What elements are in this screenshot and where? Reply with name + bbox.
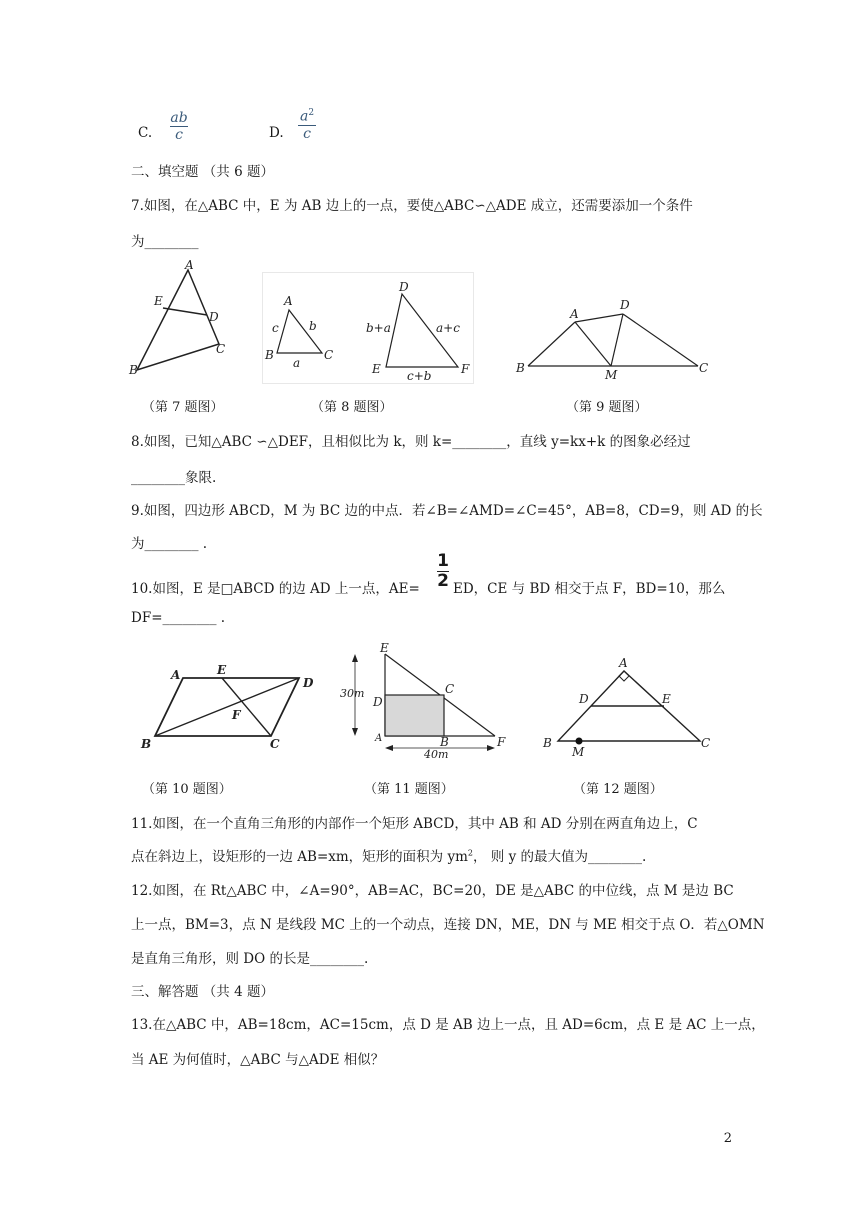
fig10-label-d: D (303, 676, 314, 690)
figure-10 (137, 660, 327, 752)
fig10-label-b: B (141, 737, 152, 751)
q11-unit-exponent: 2 (467, 848, 473, 858)
fig8-label-f: F (461, 362, 470, 376)
fig11-label-d: D (373, 695, 383, 709)
fig9-label-m: M (605, 368, 618, 382)
fig7-label-a: A (185, 258, 194, 272)
fig8-side-ac: a+c (436, 321, 460, 335)
q11-line1: 11.如图，在一个直角三角形的内部作一个矩形 ABCD，其中 AB 和 AD 分别在两直角边上，C (131, 816, 698, 832)
q8-line1: 8.如图，已知△ABC ∽△DEF，且相似比为 k，则 k=________，直线 y=kx+k 的图象必经过 (131, 434, 691, 450)
q11-line2 (131, 845, 646, 865)
fig8-label-c-small: C (324, 348, 334, 362)
fig10-label-f: F (232, 708, 241, 722)
page-number: 2 (723, 1131, 732, 1146)
fig12-label-m: M (572, 745, 585, 757)
figure-9 (512, 292, 712, 382)
q11-line2-part1: 点在斜边上，设矩形的一边 AB=xm，矩形的面积为 ym (131, 849, 468, 865)
fig10-label-e: E (217, 663, 227, 677)
fig8-side-ba: b+a (366, 321, 391, 335)
fig12-label-a: A (619, 656, 628, 670)
fig9-label-a: A (570, 307, 579, 321)
fig8-side-b: b (309, 319, 317, 333)
fig7-label-e: E (154, 294, 163, 308)
q10-fraction-denominator: 2 (437, 571, 449, 591)
fig8-side-c: c (272, 321, 279, 335)
figure-7 (125, 258, 235, 380)
section-3-title: 三、解答题 （共 4 题） (131, 984, 274, 1000)
option-d-numerator: a (299, 108, 309, 125)
fig9-label-d: D (620, 298, 630, 312)
q13-line2: 当 AE 为何值时，△ABC 与△ADE 相似？ (131, 1052, 385, 1068)
fig12-label-c: C (701, 736, 711, 750)
figure-11 (340, 642, 510, 762)
caption-fig9: （第 9 题图） (566, 400, 648, 415)
fig8-label-d: D (399, 280, 409, 294)
fig10-label-c: C (270, 737, 280, 751)
q12-line3: 是直角三角形，则 DO 的长是________. (131, 951, 369, 967)
fig11-label-e: E (380, 642, 389, 655)
option-d-label: D. (269, 125, 284, 141)
option-d-exponent: 2 (308, 108, 315, 118)
fig10-label-a: A (171, 668, 181, 682)
q13-line1: 13.在△ABC 中，AB=18cm，AC=15cm，点 D 是 AB 边上一点，且 AD=6cm，点 E 是 AC 上一点， (131, 1017, 765, 1033)
q10-line1-part1: 10.如图，E 是□ABCD 的边 AD 上一点，AE= (131, 581, 420, 597)
fig9-label-b: B (516, 361, 525, 375)
q7-line1: 7.如图，在△ABC 中，E 为 AB 边上的一点，要使△ABC∽△ADE 成立，还需要添加一个条件 (131, 198, 693, 214)
q9-line2: 为________ . (131, 536, 208, 552)
fig8-side-cb: c+b (407, 369, 432, 383)
q7-line2: 为________ (131, 234, 199, 250)
caption-fig10: （第 10 题图） (142, 782, 232, 797)
q10-line2: DF=________ . (131, 610, 226, 626)
option-c-denominator: c (175, 127, 183, 143)
figure-12 (538, 655, 718, 757)
q11-line2-part2: ， 则 y 的最大值为________. (473, 849, 647, 865)
q12-line1: 12.如图，在 Rt△ABC 中，∠A=90°，AB=AC，BC=20，DE 是△ABC 的中位线，点 M 是边 BC (131, 883, 734, 899)
fig8-label-e: E (372, 362, 381, 376)
figure-8 (262, 272, 474, 384)
option-d-denominator: c (303, 125, 311, 142)
fig8-side-a: a (293, 356, 301, 370)
option-c-numerator: ab (170, 110, 188, 126)
fig12-label-d: D (579, 692, 589, 706)
caption-fig7: （第 7 题图） (142, 400, 224, 415)
q10-line1-part2: ED，CE 与 BD 相交于点 F，BD=10，那么 (453, 581, 726, 597)
option-c-fraction (170, 111, 188, 142)
fig11-label-c: C (445, 682, 455, 696)
fig7-label-c: C (216, 342, 226, 356)
fig11-height-label: 30m (340, 687, 365, 700)
caption-fig8: （第 8 题图） (311, 400, 393, 415)
q9-line1: 9.如图，四边形 ABCD，M 为 BC 边的中点．若∠B=∠AMD=∠C=45°，AB=8，CD=9，则 AD 的长 (131, 503, 763, 519)
fig11-label-b: B (440, 735, 449, 749)
fig11-label-f: F (497, 735, 506, 749)
fig12-label-e: E (662, 692, 671, 706)
option-d-fraction (298, 109, 316, 141)
option-c-label: C. (138, 125, 153, 141)
q8-line2: ________象限. (131, 470, 217, 486)
fig12-label-b: B (543, 736, 552, 750)
fig8-label-a-small: A (284, 294, 293, 308)
section-2-title: 二、填空题 （共 6 题） (131, 164, 274, 180)
caption-fig12: （第 12 题图） (573, 782, 663, 797)
q10-fraction (437, 553, 449, 590)
fig11-label-a: A (375, 733, 383, 744)
fig7-label-d: D (209, 310, 219, 324)
q10-fraction-numerator: 1 (437, 551, 449, 571)
caption-fig11: （第 11 题图） (364, 782, 454, 797)
fig8-label-b-small: B (265, 348, 274, 362)
fig9-label-c: C (699, 361, 709, 375)
fig11-width-label: 40m (424, 748, 449, 761)
fig7-label-b: B (129, 363, 138, 377)
q12-line2: 上一点，BM=3，点 N 是线段 MC 上的一个动点，连接 DN，ME，DN 与 ME 相交于点 O．若△OMN (131, 917, 765, 933)
